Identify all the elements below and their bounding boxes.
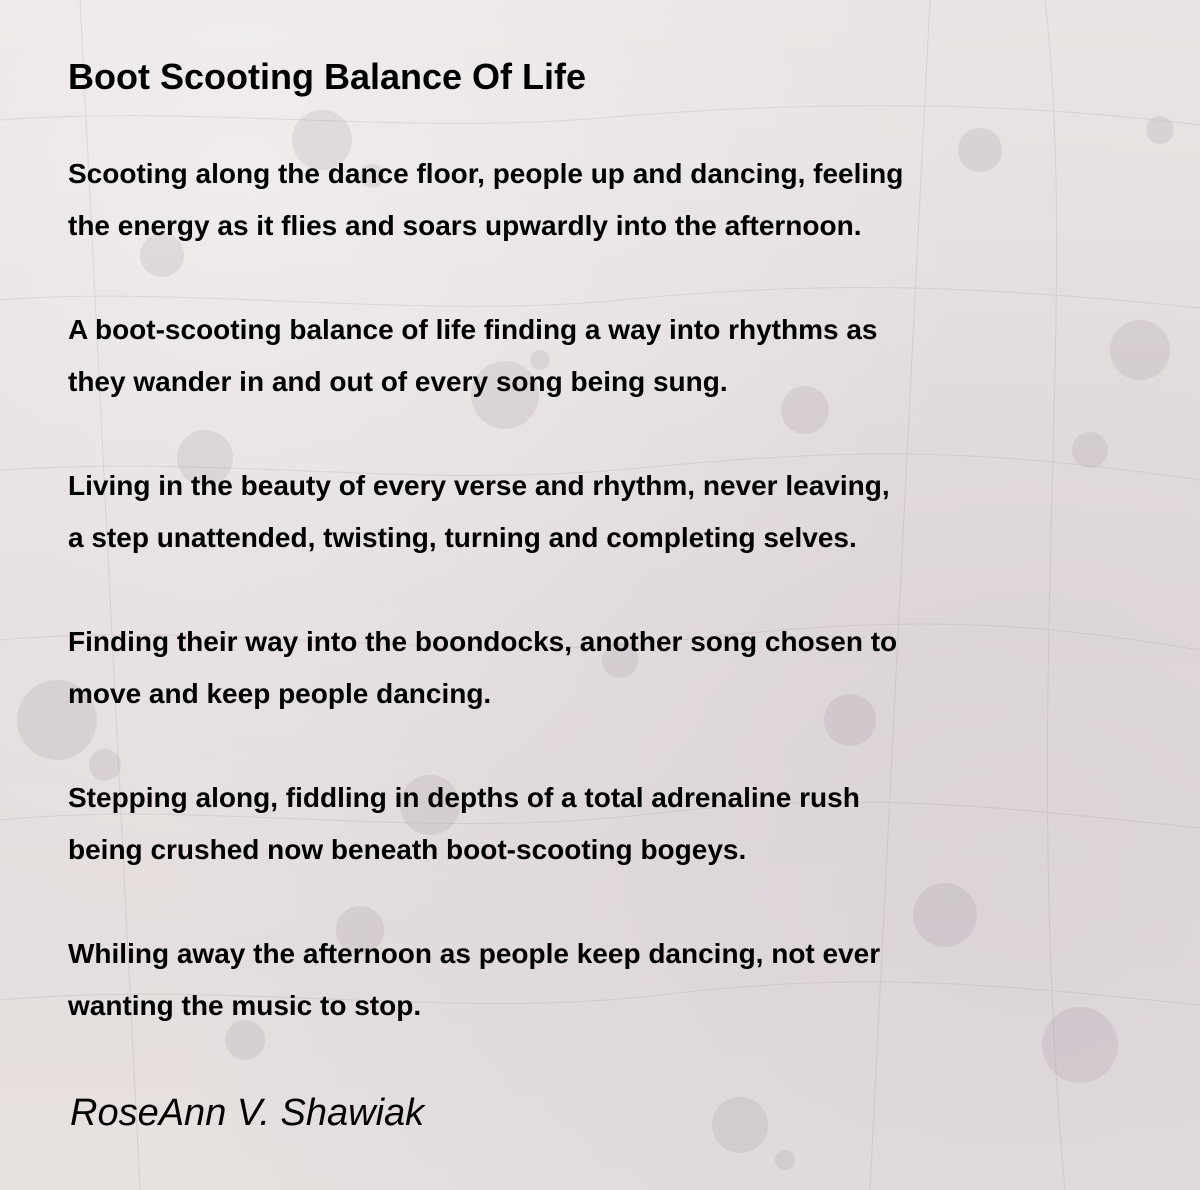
- stanza-5: [68, 772, 1128, 876]
- poem-body: [68, 148, 1128, 1032]
- stanza-1: [68, 148, 1128, 252]
- poem-line: Living in the beauty of every verse and rhythm, never leaving,: [68, 470, 890, 501]
- poem-line: move and keep people dancing.: [68, 678, 492, 709]
- poem-title: Boot Scooting Balance Of Life: [68, 56, 587, 97]
- stanza-6: [68, 928, 1128, 1032]
- stanza-3: [68, 460, 1128, 564]
- stanza-2: [68, 304, 1128, 408]
- poem-line: they wander in and out of every song being sung.: [68, 366, 728, 397]
- poem-line: being crushed now beneath boot-scooting bogeys.: [68, 834, 747, 865]
- poem-line: wanting the music to stop.: [68, 990, 422, 1021]
- poem-line: A boot-scooting balance of life finding a way into rhythms as: [68, 314, 878, 345]
- poem-line: Stepping along, fiddling in depths of a total adrenaline rush: [68, 782, 860, 813]
- stanza-4: [68, 616, 1128, 720]
- poem-content: [68, 52, 1128, 1084]
- poem-line: Finding their way into the boondocks, another song chosen to: [68, 626, 898, 657]
- poem-line: Scooting along the dance floor, people up and dancing, feeling: [68, 158, 904, 189]
- poem-line: a step unattended, twisting, turning and completing selves.: [68, 522, 857, 553]
- poem-line: the energy as it flies and soars upwardly into the afternoon.: [68, 210, 862, 241]
- poem-line: Whiling away the afternoon as people keep dancing, not ever: [68, 938, 881, 969]
- poem-author: RoseAnn V. Shawiak: [70, 1092, 425, 1134]
